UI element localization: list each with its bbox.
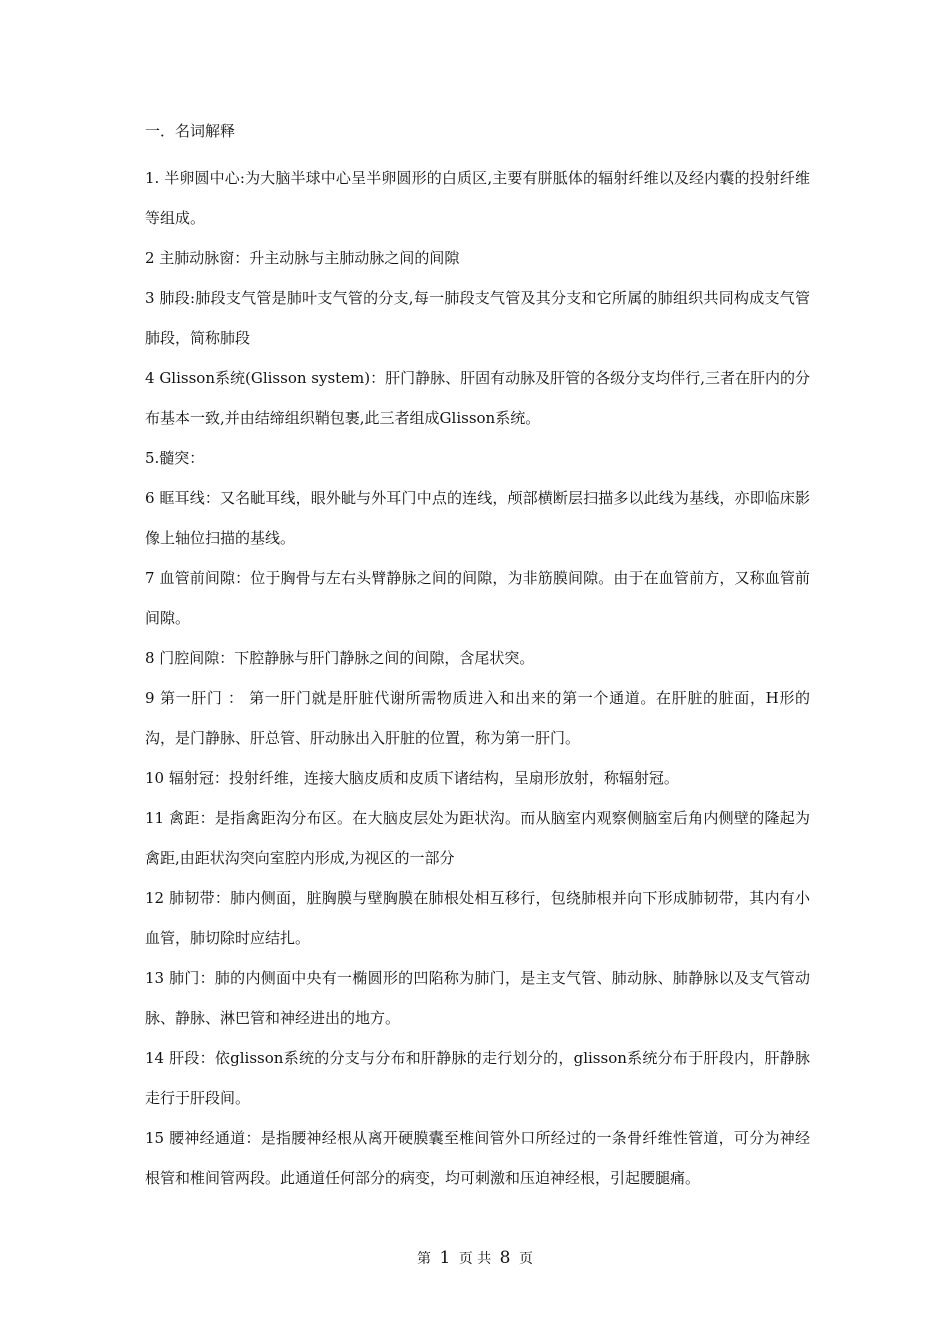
- term-entry-7: 7 血管前间隙：位于胸骨与左右头臂静脉之间的间隙，为非筋膜间隙。由于在血管前方，又称血管前间隙。: [145, 569, 810, 627]
- term-entry-4: 4 Glisson系统(Glisson system)：肝门静脉、肝固有动脉及肝管的各级分支均伴行,三者在肝内的分布基本一致,并由结缔组织鞘包裹,此三者组成Glisson系统。: [145, 369, 810, 427]
- page-footer: [0, 1248, 950, 1268]
- document-body: [145, 118, 810, 1198]
- term-entry-5: 5.髓突：: [145, 449, 205, 467]
- current-page-number: 1: [439, 1248, 451, 1268]
- term-entry-13: 13 肺门：肺的内侧面中央有一椭圆形的凹陷称为肺门，是主支气管、肺动脉、肺静脉以及支气管动脉、静脉、淋巴管和神经进出的地方。: [145, 969, 810, 1027]
- term-entry-9: 9 第一肝门 ： 第一肝门就是肝脏代谢所需物质进入和出来的第一个通道。在肝脏的脏面，H形的沟，是门静脉、肝总管、肝动脉出入肝脏的位置，称为第一肝门。: [145, 689, 810, 747]
- term-entry-11: 11 禽距：是指禽距沟分布区。在大脑皮层处为距状沟。而从脑室内观察侧脑室后角内侧壁的隆起为禽距,由距状沟突向室腔内形成,为视区的一部分: [145, 809, 810, 867]
- total-page-count: 8: [499, 1248, 511, 1268]
- term-entry-14: 14 肝段：依glisson系统的分支与分布和肝静脉的走行划分的，glisson系统分布于肝段内，肝静脉走行于肝段间。: [145, 1049, 810, 1107]
- section-heading: 一．名词解释: [145, 122, 236, 140]
- footer-prefix: 第: [417, 1251, 432, 1267]
- term-entry-1: 1. 半卵圆中心:为大脑半球中心呈半卵圆形的白质区,主要有胼胝体的辐射纤维以及经内囊的投射纤维等组成。: [145, 169, 810, 227]
- term-entry-6: 6 眶耳线：又名眦耳线，眼外眦与外耳门中点的连线，颅部横断层扫描多以此线为基线，亦即临床影像上轴位扫描的基线。: [145, 489, 810, 547]
- footer-middle: 页 共: [458, 1251, 492, 1267]
- term-entry-15: 15 腰神经通道：是指腰神经根从离开硬膜囊至椎间管外口所经过的一条骨纤维性管道，可分为神经根管和椎间管两段。此通道任何部分的病变，均可刺激和压迫神经根，引起腰腿痛。: [145, 1129, 810, 1187]
- term-entry-3: 3 肺段:肺段支气管是肺叶支气管的分支,每一肺段支气管及其分支和它所属的肺组织共同构成支气管肺段，简称肺段: [145, 289, 810, 347]
- footer-suffix: 页: [518, 1251, 533, 1267]
- term-entry-8: 8 门腔间隙：下腔静脉与肝门静脉之间的间隙，含尾状突。: [145, 649, 535, 667]
- term-entry-10: 10 辐射冠：投射纤维，连接大脑皮质和皮质下诸结构，呈扇形放射，称辐射冠。: [145, 769, 679, 787]
- term-entry-12: 12 肺韧带：肺内侧面，脏胸膜与壁胸膜在肺根处相互移行，包绕肺根并向下形成肺韧带，其内有小血管，肺切除时应结扎。: [145, 889, 810, 947]
- term-entry-2: 2 主肺动脉窗：升主动脉与主肺动脉之间的间隙: [145, 249, 460, 267]
